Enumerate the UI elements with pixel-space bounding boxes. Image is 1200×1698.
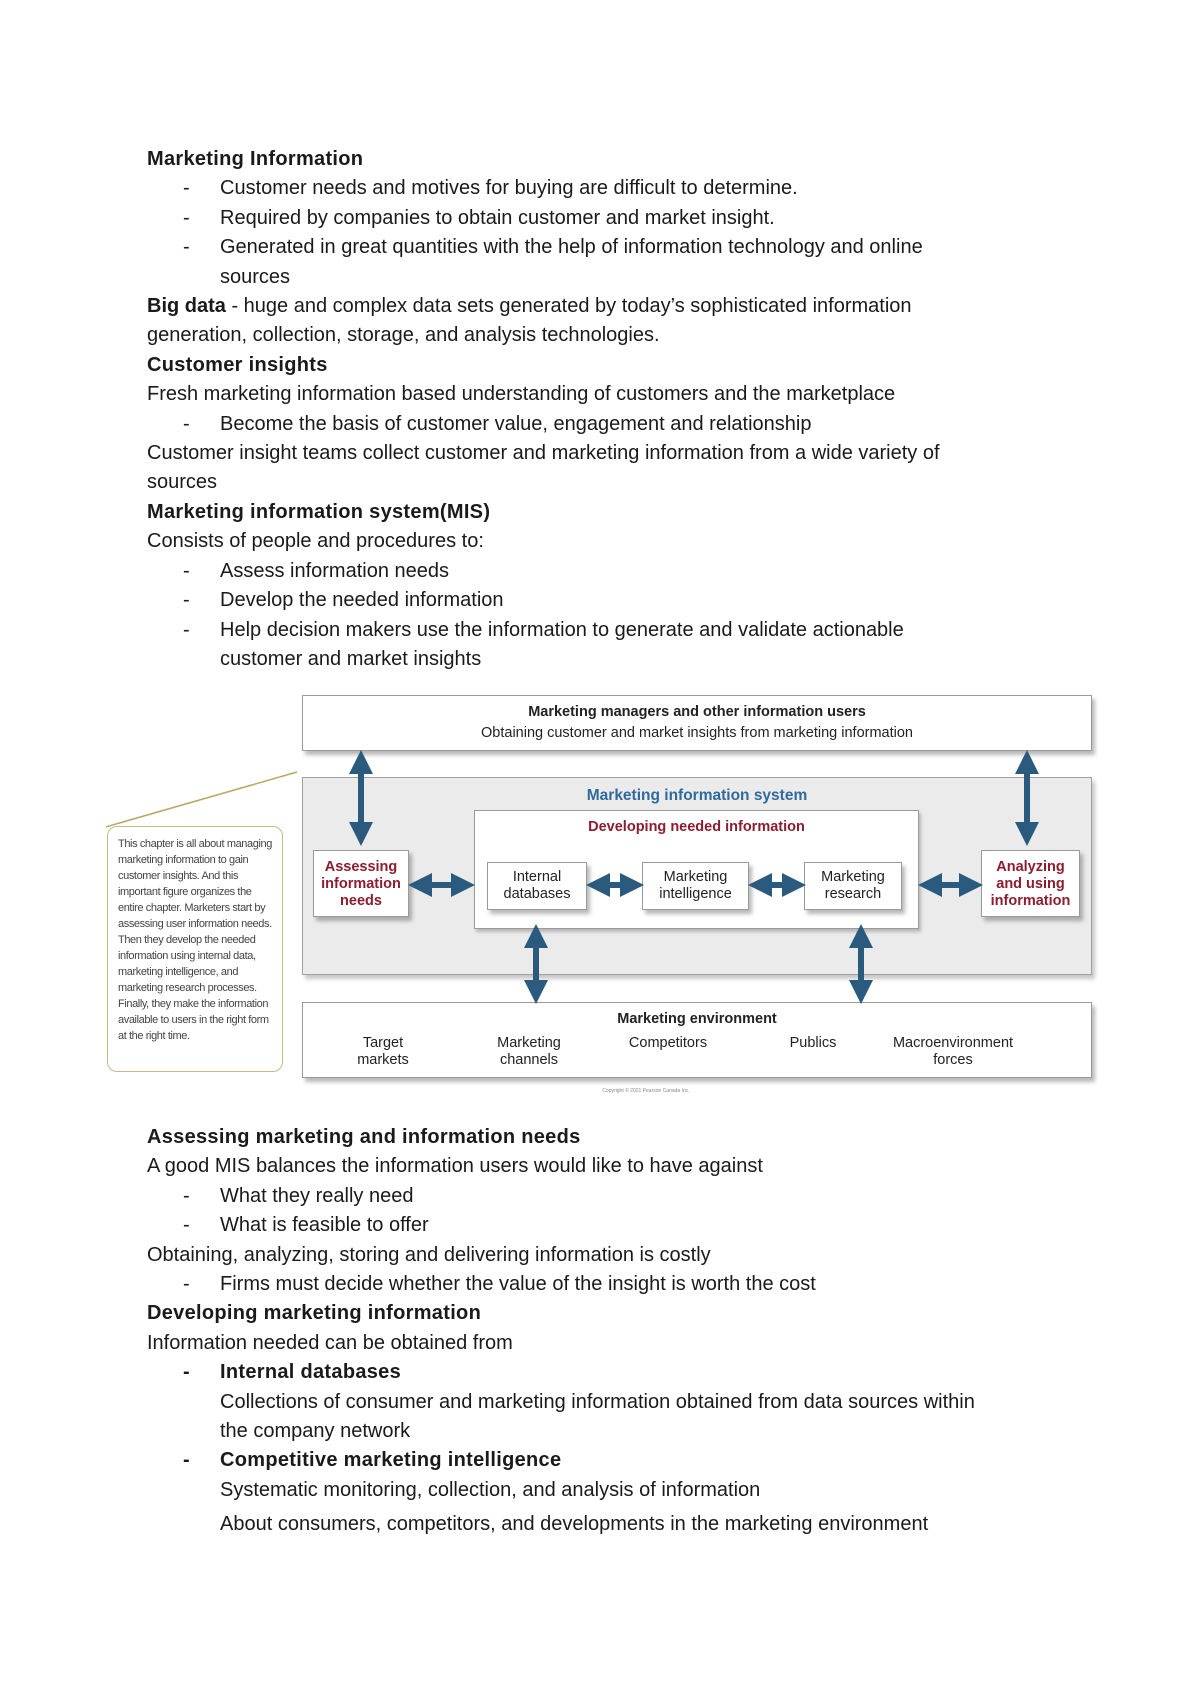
bullet-item: - Firms must decide whether the value of the insight is worth the cost [183,1273,816,1296]
heading-mis: Marketing information system(MIS) [147,500,491,523]
heading-assessing-needs: Assessing marketing and information needs [147,1126,581,1148]
bullet-continuation: sources [220,265,291,288]
env-target-markets: Target markets [357,1035,409,1068]
bullet-continuation: the company network [220,1420,411,1443]
bottom-text-section [147,1123,1077,1540]
bullet-continuation: customer and market insights [220,647,482,670]
paragraph-line: Information needed can be obtained from [147,1331,513,1354]
paragraph-line: A good MIS balances the information users would like to have against [147,1155,763,1178]
environment-box [302,1002,1092,1078]
bullet-item: - Develop the needed information [183,589,504,612]
bullet-item: - Help decision makers use the information to generate and validate actionable [183,618,904,641]
env-macroenvironment-forces: Macroenvironment forces [892,1035,1014,1068]
env-competitors: Competitors [628,1035,708,1051]
bullet-item: - Required by companies to obtain customer and market insight. [183,206,775,229]
marketing-research-box [804,862,902,910]
bullet-continuation: Collections of consumer and marketing information obtained from data sources within [220,1390,975,1413]
big-data-definition: Big data - huge and complex data sets generated by today’s sophisticated information [147,295,912,318]
bullet-continuation: Systematic monitoring, collection, and analysis of information [220,1478,761,1501]
paragraph-line: Customer insight teams collect customer and marketing information from a wide variety of [147,442,940,465]
bullet-item: - Become the basis of customer value, engagement and relationship [183,412,812,435]
bullet-item: - Generated in great quantities with the help of information technology and online [183,236,923,259]
users-title: Marketing managers and other information users [528,704,866,720]
analyzing-box [981,850,1080,917]
internal-databases-label: Internal databases [503,869,571,902]
developing-title: Developing needed information [588,819,805,835]
bullet-competitive-intelligence: - Competitive marketing intelligence [183,1449,562,1472]
assessing-label: Assessing information needs [321,859,401,909]
internal-databases-box [487,862,587,910]
bullet-item: - Assess information needs [183,559,450,582]
bullet-item: - What is feasible to offer [183,1214,429,1237]
env-marketing-channels: Marketing channels [497,1035,561,1068]
bullet-continuation: About consumers, competitors, and developments in the marketing environment [220,1513,929,1536]
users-subtitle: Obtaining customer and market insights from marketing information [481,725,913,741]
paragraph-line: Fresh marketing information based understanding of customers and the marketplace [147,383,896,406]
diagram-copyright: Copyright © 2021 Pearson Canada Inc. [602,1088,690,1094]
paragraph-line: Consists of people and procedures to: [147,530,484,553]
paragraph-line: Obtaining, analyzing, storing and delivering information is costly [147,1243,711,1266]
bullet-internal-databases: - Internal databases [183,1361,402,1384]
analyzing-label: Analyzing and using information [990,859,1071,909]
marketing-intelligence-label: Marketing intelligence [659,869,732,902]
bullet-item: - What they really need [183,1184,414,1207]
top-text-section [147,145,1077,674]
heading-marketing-information: Marketing Information [147,148,364,170]
paragraph-line: generation, collection, storage, and analysis technologies. [147,324,660,347]
env-publics: Publics [789,1035,837,1051]
mis-title: Marketing information system [586,787,808,804]
heading-developing-information: Developing marketing information [147,1302,482,1325]
users-box [302,695,1092,751]
diagram-callout-note: This chapter is all about managing marketing information to gain customer insights. And this important figure organizes the entire chapter. Marketers start by assessing user information needs. Then they develop the needed information using internal data, marketing intelligence, and marketing research processes. Finally, they make the information available to users in the right form at the right time. [107,826,283,1072]
bullet-item: - Customer needs and motives for buying are difficult to determine. [183,177,798,200]
environment-title: Marketing environment [617,1011,777,1027]
marketing-intelligence-box [642,862,749,910]
marketing-research-label: Marketing research [821,869,885,902]
assessing-box [313,850,409,917]
paragraph-line: sources [147,471,218,494]
mis-diagram [106,688,1100,1100]
heading-customer-insights: Customer insights [147,353,328,376]
